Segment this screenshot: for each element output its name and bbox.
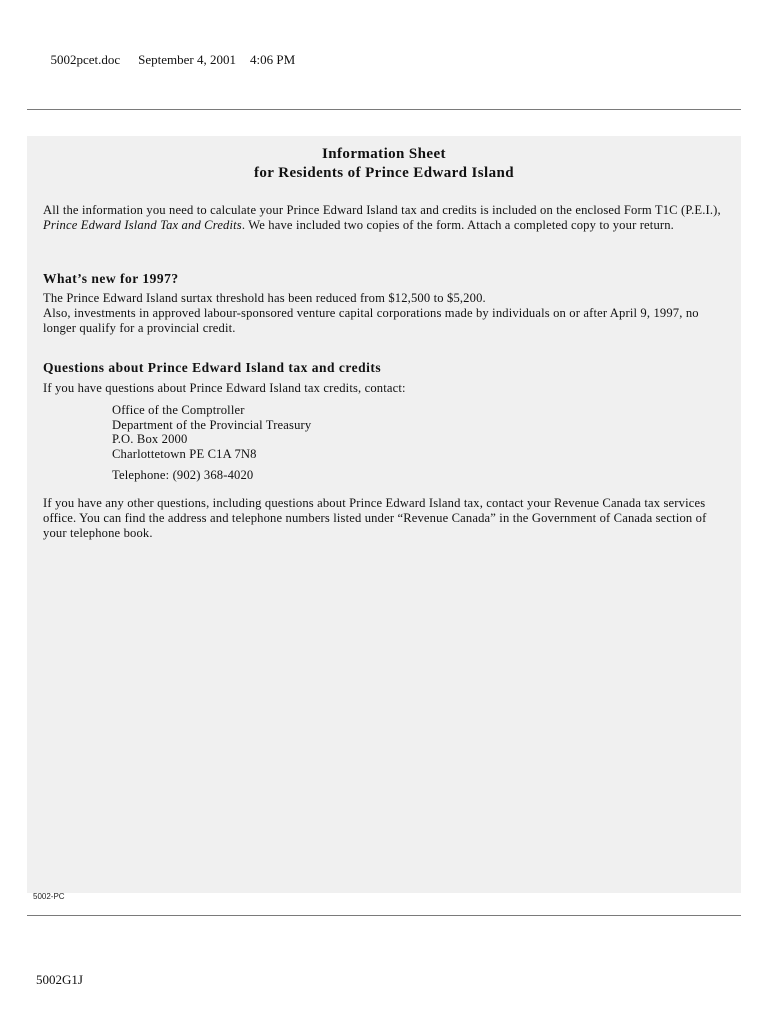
surtax-threshold-line: The Prince Edward Island surtax threshold has been reduced from $12,500 to $5,200.	[43, 291, 486, 305]
bottom-divider	[27, 915, 741, 916]
address-line-4: Charlottetown PE C1A 7N8	[112, 446, 257, 461]
questions-intro: If you have questions about Prince Edward Island tax credits, contact:	[43, 381, 406, 395]
sheet-title: Information Sheet	[322, 146, 446, 162]
whats-new-heading: What’s new for 1997?	[43, 271, 179, 286]
intro-text-end: . We have included two copies of the form. Attach a completed copy to your return.	[241, 218, 674, 232]
top-divider	[27, 109, 741, 110]
telephone-line: Telephone: (902) 368-4020	[112, 468, 254, 482]
questions-heading: Questions about Prince Edward Island tax and credits	[43, 360, 382, 375]
file-time: 4:06 PM	[250, 52, 296, 67]
document-id: 5002G1J	[36, 972, 83, 987]
file-date: September 4, 2001	[138, 52, 237, 67]
intro-text-start: All the information you need to calculate your Prince Edward Island tax and credits is included on the enclosed Form T1C (P.E.I.),	[43, 203, 721, 217]
form-title-italic: Prince Edward Island Tax and Credits	[43, 218, 242, 232]
labour-sponsored-line: Also, investments in approved labour-sponsored venture capital corporations made by individuals on or after April 9, 1997, no longer qualify for a provincial credit.	[43, 306, 699, 335]
sheet-subtitle: for Residents of Prince Edward Island	[254, 165, 514, 181]
whats-new-paragraph	[43, 291, 733, 336]
form-code: 5002-PC	[33, 892, 65, 901]
file-name: 5002pcet.doc	[50, 52, 121, 67]
comptroller-address	[112, 403, 311, 483]
information-sheet	[27, 136, 741, 901]
address-line-1: Office of the Comptroller	[112, 403, 245, 417]
intro-paragraph	[43, 203, 733, 233]
file-header	[44, 36, 313, 68]
address-line-2: Department of the Provincial Treasury	[112, 417, 312, 432]
other-questions-paragraph: If you have any other questions, including questions about Prince Edward Island tax, contact your Revenue Canada tax services office. You can find the address and telephone numbers listed under “Revenue Canada” in the Government of Canada section of your telephone book.	[43, 496, 707, 540]
address-line-3: P.O. Box 2000	[112, 432, 188, 446]
